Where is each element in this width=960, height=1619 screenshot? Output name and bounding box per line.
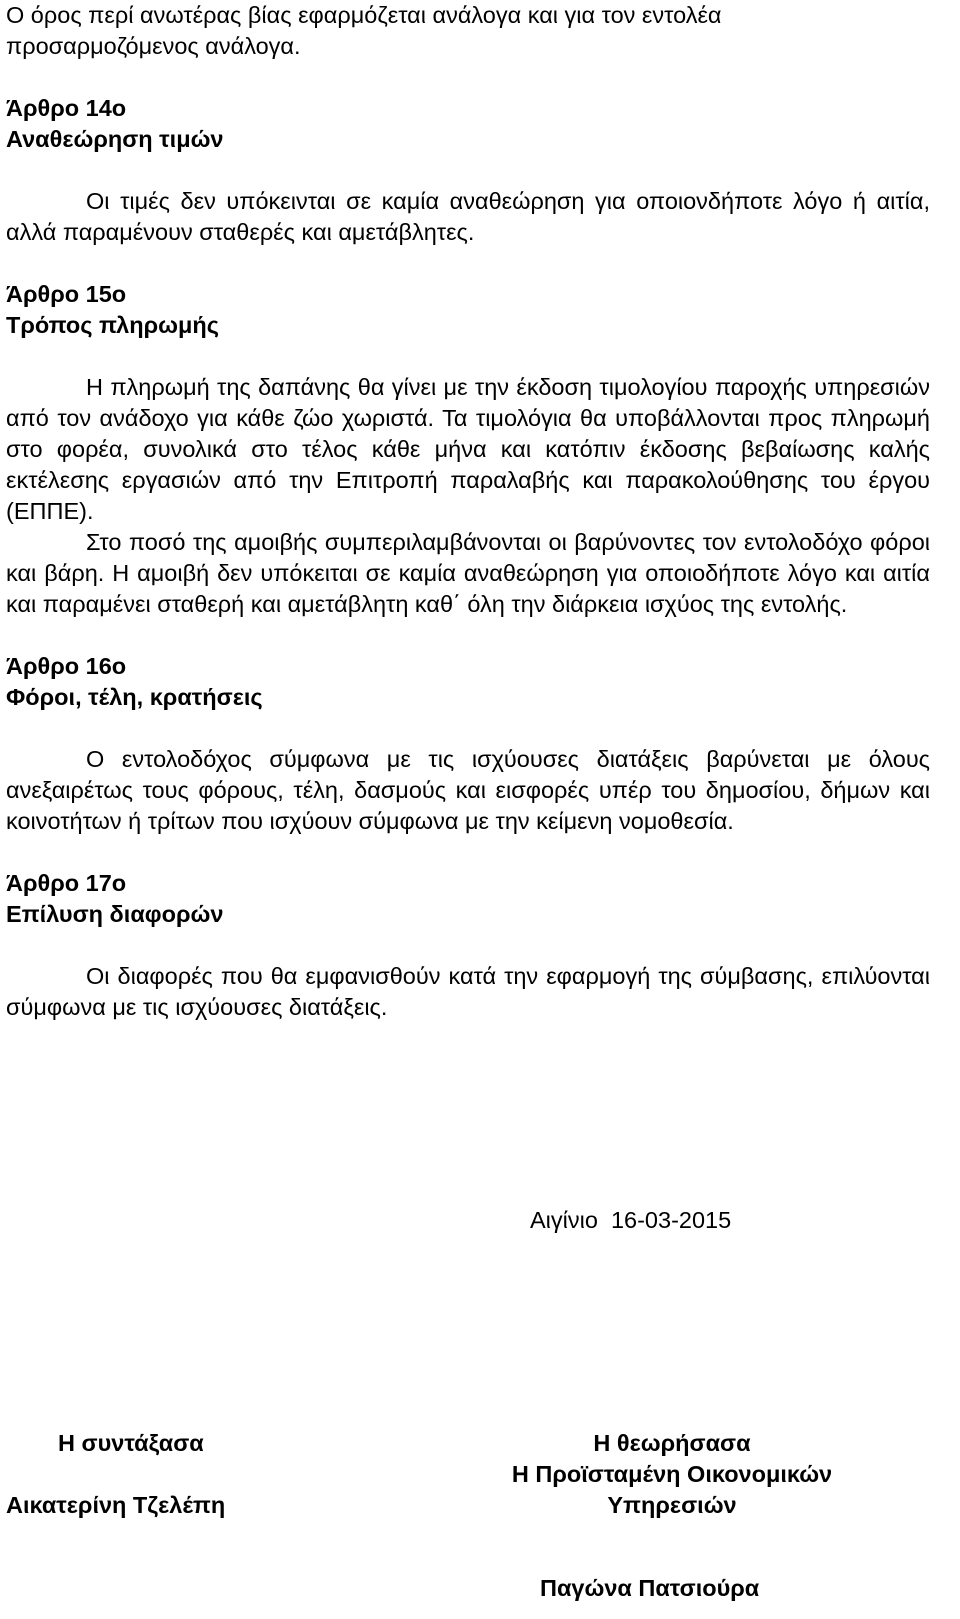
intro-line-1: Ο όρος περί ανωτέρας βίας εφαρμόζεται ανάλογα και για τον εντολέα xyxy=(6,2,722,28)
reviewer-name: Παγώνα Πατσιούρα xyxy=(540,1575,760,1601)
article-15-paragraph-2: Στο ποσό της αμοιβής συμπεριλαμβάνονται οι βαρύνοντες τον εντολοδόχο φόροι και βάρη. Η αμοιβή δεν υπόκειται σε καμία αναθεώρηση για οποιοδήποτε λόγο και αιτία και παραμένει σταθερή και αμετάβλητη καθ΄ όλη την διάρκεια ισχύος της εντολής. xyxy=(6,529,930,617)
article-16-number: Άρθρο 16ο xyxy=(6,653,127,679)
drafter-name: Αικατερίνη Τζελέπη xyxy=(6,1492,226,1518)
reviewer-role-line-2: Υπηρεσιών xyxy=(607,1492,737,1518)
article-16-title: Φόροι, τέλη, κρατήσεις xyxy=(6,684,263,710)
article-17-title: Επίλυση διαφορών xyxy=(6,901,224,927)
place-date: Αιγίνιο 16-03-2015 xyxy=(530,1207,732,1233)
article-14-number: Άρθρο 14ο xyxy=(6,95,127,121)
article-15-title: Τρόπος πληρωμής xyxy=(6,312,219,338)
article-15-number: Άρθρο 15ο xyxy=(6,281,127,307)
article-15-paragraph-1: Η πληρωμή της δαπάνης θα γίνει με την έκδοση τιμολογίου παροχής υπηρεσιών από τον ανάδοχο για κάθε ζώο χωριστά. Τα τιμολόγια θα υποβάλλονται προς πληρωμή στο φορέα, συνολικά στο τέλος κάθε μήνα και κατόπιν έκδοσης βεβαίωσης καλής εκτέλεσης εργασιών από την Επιτροπή παραλαβής και παρακολούθησης του έργου (ΕΠΠΕ). xyxy=(6,374,930,524)
document-page xyxy=(6,0,930,1023)
article-14-text: Οι τιμές δεν υπόκεινται σε καμία αναθεώρηση για οποιονδήποτε λόγο ή αιτία, αλλά παραμένουν σταθερές και αμετάβλητες. xyxy=(6,188,930,245)
article-14-title: Αναθεώρηση τιμών xyxy=(6,126,224,152)
reviewer-role-line-1: Η Προϊσταμένη Οικονομικών xyxy=(511,1461,833,1487)
article-16-text: Ο εντολοδόχος σύμφωνα με τις ισχύουσες διατάξεις βαρύνεται με όλους ανεξαιρέτως τους φόρους, τέλη, δασμούς και εισφορές υπέρ του δημοσίου, δήμων και κοινοτήτων ή τρίτων που ισχύουν σύμφωνα με την κείμενη νομοθεσία. xyxy=(6,746,930,834)
drafter-title: Η συντάξασα xyxy=(58,1430,204,1456)
article-17-text: Οι διαφορές που θα εμφανισθούν κατά την εφαρμογή της σύμβασης, επιλύονται σύμφωνα με τις ισχύουσες διατάξεις. xyxy=(6,963,930,1020)
article-17-number: Άρθρο 17ο xyxy=(6,870,127,896)
intro-line-2: προσαρμοζόμενος ανάλογα. xyxy=(6,33,301,59)
reviewer-block xyxy=(486,1428,858,1521)
reviewer-title: Η θεωρήσασα xyxy=(593,1430,751,1456)
